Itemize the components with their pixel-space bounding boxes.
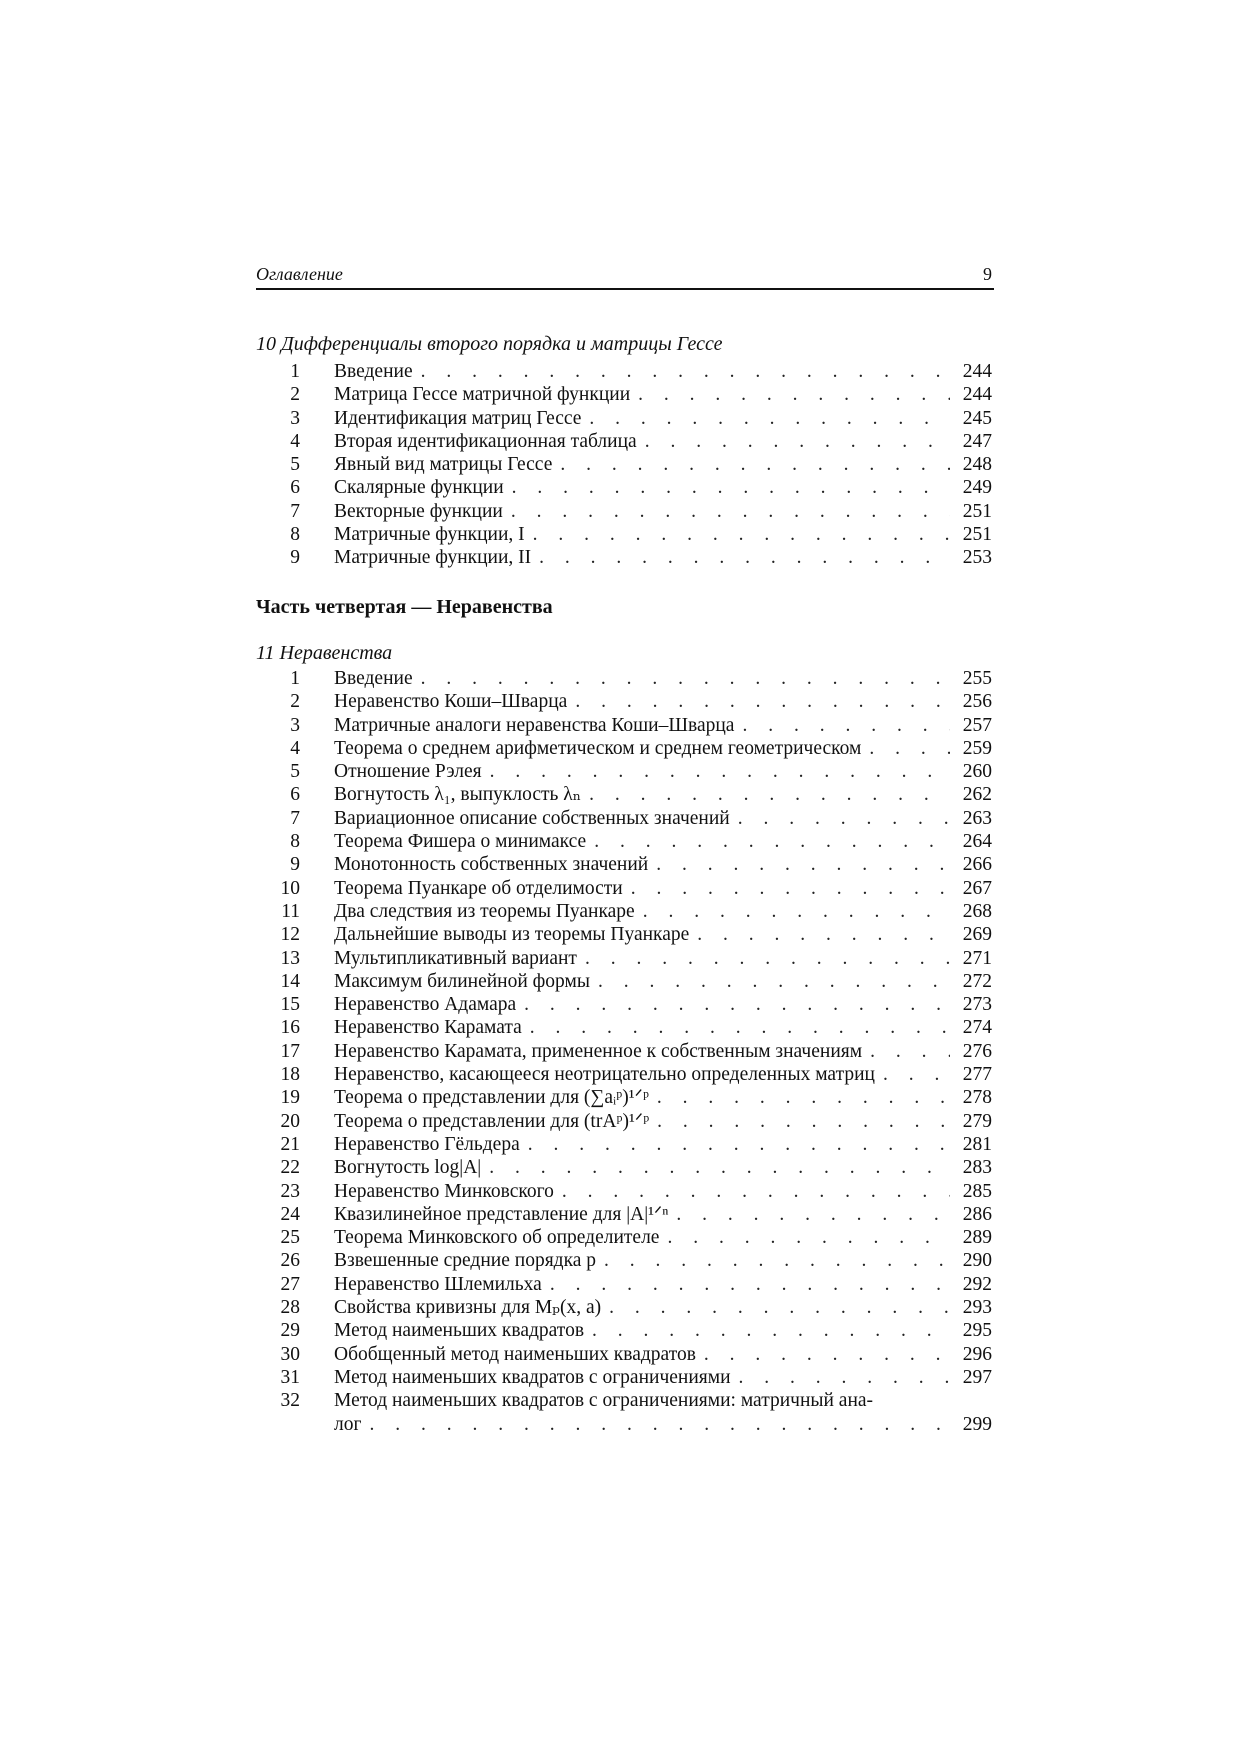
toc-entry [256,1016,994,1039]
toc-entry-number: 28 [280,1297,300,1319]
toc-entry [256,760,994,783]
dot-leader [575,690,950,713]
toc-entry-page: 289 [962,1227,992,1249]
chapter-10-title: 10 Дифференциалы второго порядка и матрицы Гессе [256,333,723,355]
toc-entry [256,690,994,713]
dot-leader [512,476,950,499]
toc-entry-page: 244 [962,361,992,382]
dot-leader [589,407,950,430]
dot-leader [667,1226,950,1249]
toc-entry [256,900,994,923]
dot-leader [631,877,950,900]
dot-leader [524,993,950,1016]
dot-leader [511,500,950,523]
toc-entry [256,970,994,993]
toc-entry [256,1086,994,1109]
toc-entry-title: Вторая идентификационная таблица [334,430,637,452]
toc-entry-number: 10 [280,877,300,899]
toc-entry-title: Метод наименьших квадратов с ограничениями: матричный ана- [334,1390,874,1412]
dot-leader [645,430,950,453]
dot-leader [738,807,950,830]
toc-entry-page: 266 [962,854,992,876]
toc-entry-number: 12 [280,924,300,946]
toc-entry-number: 9 [290,854,300,876]
toc-entry-number: 30 [280,1343,300,1365]
toc-entry-page: 244 [962,384,992,406]
toc-entry-title: Свойства кривизны для Mₚ(x, a) [334,1297,602,1319]
toc-entry [256,993,994,1016]
toc-entry-page: 292 [962,1273,992,1295]
toc-entry-page: 276 [962,1040,992,1062]
toc-entry-page: 283 [962,1157,992,1179]
toc-entry-title: Теорема Пуанкаре об отделимости [334,877,623,899]
toc-entry-number: 29 [280,1320,300,1342]
dot-leader [530,1016,950,1039]
toc-entry [256,1389,994,1436]
dot-leader [656,853,950,876]
toc-entry-number: 2 [290,384,300,406]
toc-entry-page: 271 [962,947,992,969]
toc-entry [256,807,994,830]
toc-entry-number: 18 [280,1064,300,1086]
dot-leader [594,830,950,853]
toc-entry [256,1319,994,1342]
toc-entry-page: 248 [962,454,992,476]
running-header [256,262,994,290]
toc-entry-number: 16 [280,1017,300,1039]
toc-entry-title: Максимум билинейной формы [334,970,590,992]
toc-entry-number: 8 [290,524,300,546]
toc-entry-page: 253 [962,547,992,569]
toc-entry-page: 273 [962,994,992,1016]
toc-entry [256,1226,994,1249]
dot-leader [533,523,950,546]
toc-entry-number: 14 [280,970,300,992]
toc-entry-page: 251 [962,524,992,546]
toc-entry [256,667,994,690]
toc-entry [256,1063,994,1086]
toc-entry-number: 7 [290,500,300,522]
toc-entry-title: Монотонность собственных значений [334,854,649,876]
dot-leader [704,1343,950,1366]
toc-entry-number: 3 [290,714,300,736]
dot-leader [528,1133,950,1156]
toc-entry-title: Теорема о представлении для (∑aᵢᵖ)¹ᐟᵖ [334,1087,649,1109]
toc-entry-title: Метод наименьших квадратов с ограничениями [334,1366,731,1388]
toc-entry [256,714,994,737]
toc-entry-title: Неравенство, касающееся неотрицательно определенных матриц [334,1064,875,1086]
dot-leader [609,1296,950,1319]
toc-entry-title: Неравенство Шлемильха [334,1273,542,1295]
toc-entry-title: Отношение Рэлея [334,761,482,783]
dot-leader [697,923,950,946]
toc-entry-number: 4 [290,737,300,759]
toc-entry [256,947,994,970]
dot-leader [585,947,950,970]
toc-entry-number: 20 [280,1110,300,1132]
toc-entry-title: Вогнутость λ₁, выпуклость λₙ [334,784,582,806]
dot-leader [550,1273,950,1296]
toc-entry-title: Теорема о среднем арифметическом и среднем геометрическом [334,737,862,759]
dot-leader [369,1413,950,1436]
dot-leader [638,383,950,406]
part-4-title: Часть четвертая — Неравенства [256,596,553,618]
toc-entry [256,1249,994,1272]
toc-entry-page: 268 [962,900,992,922]
toc-entry [256,1296,994,1319]
toc-entry-title: Матрица Гессе матричной функции [334,384,631,406]
toc-entry-title: Вариационное описание собственных значений [334,807,730,829]
toc-entry [256,923,994,946]
dot-leader [870,1040,950,1063]
toc-entry-title: Неравенство Гёльдера [334,1133,520,1155]
toc-entry-page: 295 [962,1320,992,1342]
toc-entry-title: Неравенство Карамата, примененное к собственным значениям [334,1040,863,1062]
chapter-11-entries [256,667,994,1436]
toc-entry-page: 279 [962,1110,992,1132]
toc-entry-number: 6 [290,477,300,499]
toc-entry [256,383,994,406]
toc-entry-page: 260 [962,761,992,783]
toc-entry-page: 293 [962,1297,992,1319]
toc-entry-page: 290 [962,1250,992,1272]
toc-entry-page: 285 [962,1180,992,1202]
dot-leader [869,737,950,760]
toc-entry-page: 267 [962,877,992,899]
dot-leader [589,783,950,806]
toc-entry-number: 11 [281,900,300,922]
toc-entry [256,830,994,853]
dot-leader [883,1063,950,1086]
toc-entry-number: 6 [290,784,300,806]
toc-entry-number: 8 [290,831,300,853]
toc-entry-page: 299 [962,1413,992,1435]
toc-entry [256,1133,994,1156]
toc-entry-page: 262 [962,784,992,806]
toc-entry [256,1110,994,1133]
toc-entry-number: 21 [280,1133,300,1155]
toc-entry-page: 286 [962,1203,992,1225]
dot-leader [657,1110,950,1133]
toc-entry-number: 22 [280,1157,300,1179]
toc-entry-title: Матричные функции, I [334,524,525,546]
toc-entry [256,783,994,806]
toc-entry-title: Идентификация матриц Гессе [334,407,582,429]
toc-entry-title: Дальнейшие выводы из теоремы Пуанкаре [334,924,690,946]
toc-entry [256,407,994,430]
toc-entry-number: 25 [280,1227,300,1249]
toc-entry-number: 2 [290,691,300,713]
toc-entry [256,430,994,453]
toc-entry-title: Мультипликативный вариант [334,947,577,969]
toc-entry-number: 31 [280,1366,300,1388]
chapter-11-title: 11 Неравенства [256,642,393,664]
toc-entry-title: Неравенство Карамата [334,1017,522,1039]
dot-leader [598,970,950,993]
toc-entry-title: Введение [334,361,413,382]
toc-entry-title: Векторные функции [334,500,503,522]
toc-entry [256,877,994,900]
toc-entry-title: Явный вид матрицы Гессе [334,454,553,476]
toc-entry-number: 3 [290,407,300,429]
toc-entry-number: 19 [280,1087,300,1109]
toc-entry-number: 1 [290,361,300,382]
dot-leader [657,1086,950,1109]
toc-entry-title: Два следствия из теоремы Пуанкаре [334,900,635,922]
toc-entry-title: Введение [334,668,413,689]
toc-entry-number: 4 [290,430,300,452]
dot-leader [560,453,950,476]
toc-entry-title: Обобщенный метод наименьших квадратов [334,1343,696,1365]
toc-entry-number: 32 [280,1390,300,1412]
toc-entry-page: 297 [962,1366,992,1388]
toc-entry-page: 277 [962,1064,992,1086]
toc-entry-number: 5 [290,761,300,783]
toc-entry [256,523,994,546]
toc-entry-title: Неравенство Адамара [334,994,517,1016]
toc-entry [256,1273,994,1296]
dot-leader [421,360,950,383]
toc-entry-page: 281 [962,1133,992,1155]
toc-entry-page: 245 [962,407,992,429]
toc-entry [256,1343,994,1366]
dot-leader [742,714,950,737]
toc-entry-title: Теорема о представлении для (trAᵖ)¹ᐟᵖ [334,1110,650,1132]
toc-entry-title: Метод наименьших квадратов [334,1320,585,1342]
toc-entry-number: 5 [290,454,300,476]
toc-entry-title: Неравенство Минковского [334,1180,554,1202]
toc-entry [256,1366,994,1389]
toc-entry-page: 249 [962,477,992,499]
toc-entry-page: 264 [962,831,992,853]
dot-leader [490,760,950,783]
toc-entry [256,453,994,476]
toc-entry-number: 9 [290,547,300,569]
toc-entry [256,360,994,383]
toc-entry-page: 247 [962,430,992,452]
toc-entry-page: 263 [962,807,992,829]
toc-entry [256,500,994,523]
dot-leader [676,1203,950,1226]
toc-entry-title-continuation: лог [334,1413,362,1435]
toc-entry-title: Взвешенные средние порядка p [334,1250,597,1272]
toc-entry-number: 15 [280,994,300,1016]
toc-entry [256,1156,994,1179]
toc-entry [256,853,994,876]
toc-entry-page: 256 [962,691,992,713]
toc-entry-title: Матричные функции, II [334,547,532,569]
dot-leader [643,900,950,923]
toc-entry-title: Теорема Фишера о минимаксе [334,831,587,853]
toc-entry-number: 1 [290,668,300,689]
toc-entry-title: Вогнутость log|A| [334,1157,482,1179]
toc-entry-page: 296 [962,1343,992,1365]
toc-entry-number: 17 [280,1040,300,1062]
toc-entry-number: 26 [280,1250,300,1272]
toc-entry-title: Неравенство Коши–Шварца [334,691,568,713]
toc-entry-number: 13 [280,947,300,969]
toc-entry-page: 251 [962,500,992,522]
toc-entry-page: 257 [962,714,992,736]
dot-leader [604,1249,950,1272]
toc-entry [256,1180,994,1203]
dot-leader [489,1156,950,1179]
toc-entry [256,476,994,499]
toc-entry-number: 23 [280,1180,300,1202]
running-header-title: Оглавление [256,264,343,284]
toc-entry-title: Теорема Минковского об определителе [334,1227,660,1249]
toc-entry-page: 278 [962,1087,992,1109]
dot-leader [592,1319,950,1342]
toc-entry-page: 255 [962,668,992,689]
toc-entry-title: Скалярные функции [334,477,504,499]
toc-entry [256,546,994,569]
dot-leader [539,546,950,569]
page-number: 9 [983,264,992,284]
chapter-10-entries [256,360,994,570]
toc-entry-page: 269 [962,924,992,946]
toc-entry-number: 24 [280,1203,300,1225]
toc-entry [256,1203,994,1226]
toc-entry [256,1040,994,1063]
dot-leader [739,1366,950,1389]
toc-entry [256,737,994,760]
toc-entry-title: Матричные аналоги неравенства Коши–Шварца [334,714,735,736]
toc-entry-title: Квазилинейное представление для |A|¹ᐟⁿ [334,1203,669,1225]
dot-leader [562,1180,950,1203]
toc-entry-page: 259 [962,737,992,759]
toc-entry-page: 272 [962,970,992,992]
dot-leader [421,667,950,690]
toc-entry-number: 27 [280,1273,300,1295]
toc-entry-page: 274 [962,1017,992,1039]
toc-entry-number: 7 [290,807,300,829]
